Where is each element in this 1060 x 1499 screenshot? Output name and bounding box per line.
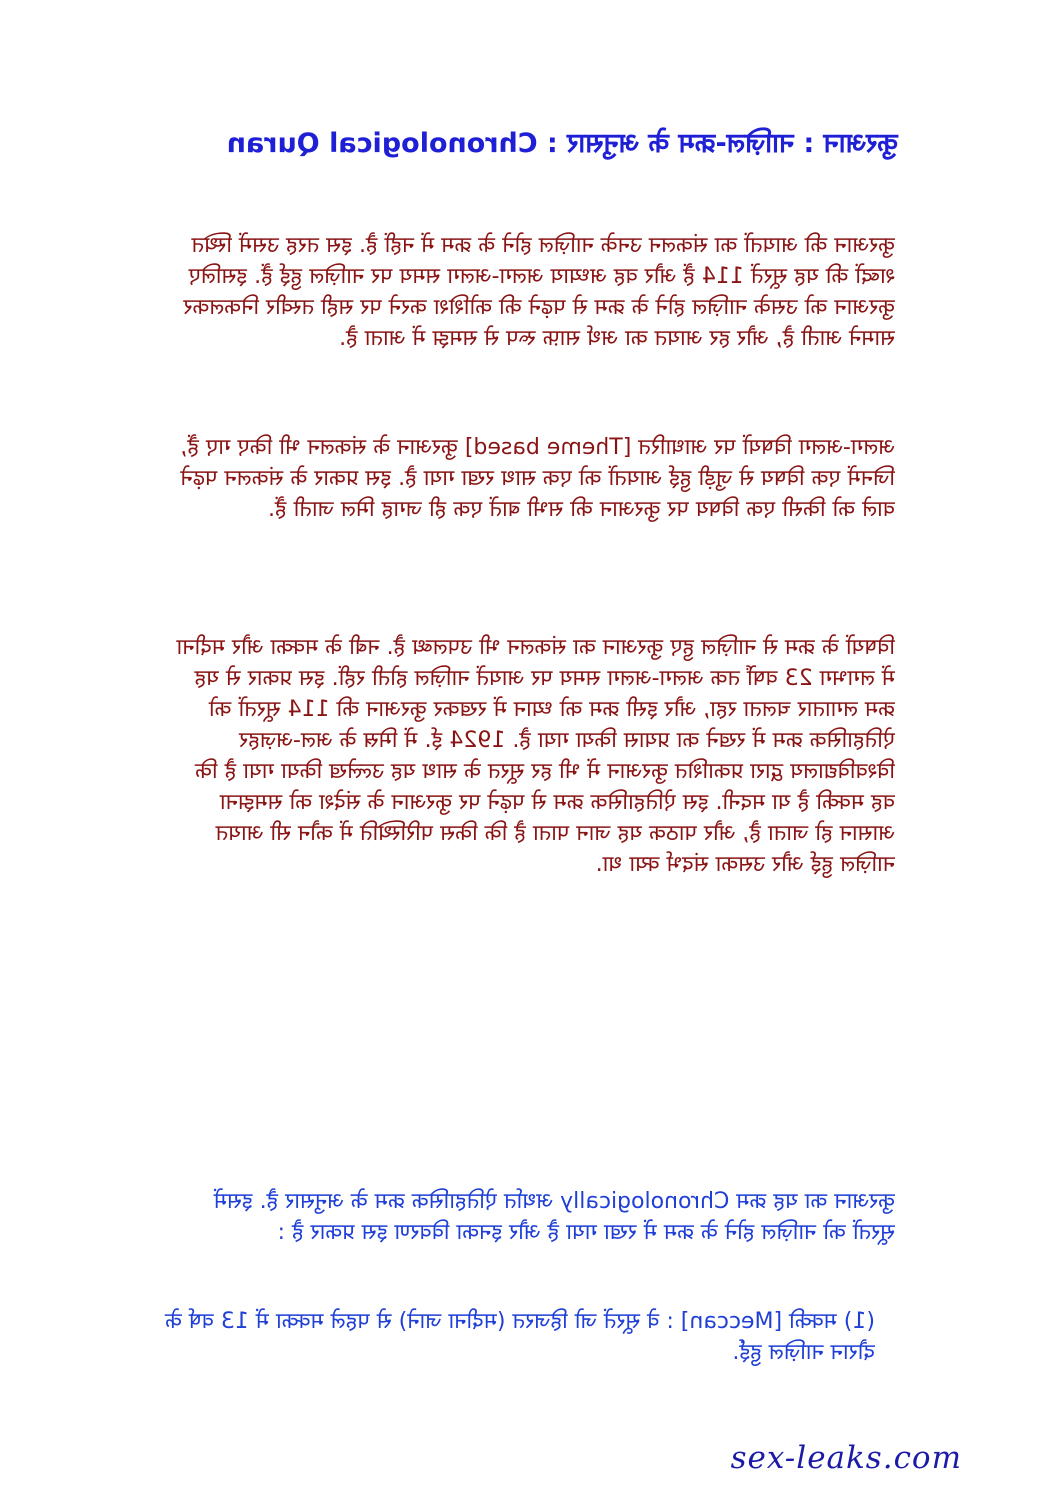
paragraph-history: विषयों के क्रम से नाज़िल हुए कुरआन का संकलन भी उपलब्ध है. नबी के मक्का और मदीना में लगभग 23 वर्षों तक अलग-अलग समय पर आयतें नाज़िल होती रहीं. इस प्रकार से यह क्रम लगातार चलता रहा, और इसी क्रम को ध्यान में रखकर कुरआन की 114 सूरतों को ऐतिहासिक क्रम में रखने का प्रयास किया गया है. 1924 ई. में मिस्र के अल-अज़हर विश्वविद्यालय द्वारा प्रकाशित कुरआन में भी हर सूरत के साथ यह उल्लेख किया गया है कि वह मक्की है या मदनी. इस ऐतिहासिक क्रम से पढ़ने पर कुरआन के संदेश को समझना आसान हो जाता है, और पाठक यह जान पाता है कि किस परिस्थिति में कौन सी आयत नाज़िल हुई और उसका संदर्भ क्या था.	[176, 635, 895, 877]
paragraph-intro: कुरआन की आयतों का संकलन उनके नाज़िल होने के क्रम में नहीं है. इस तरह उसमें स्थित शब्दों की यह सूरतें 114 हैं और वह अध्याय अलग-अलग समय पर नाज़िल हुई हैं. इसलिए कुरआन को उसके नाज़िल होने के क्रम से पढ़ने की कोशिश करने पर सही तस्वीर निकलकर सामने आती है, और हर आयत का अर्थ साफ़ रूप से समझ में आता है.	[183, 233, 895, 351]
paragraph-meccan: (1) मक्की [Meccan] : वे सूरतें जो हिजरत (मदीना जाने) से पहले मक्का में 13 वर्ष के दौरान नाज़िल हुईं.	[165, 1309, 875, 1365]
watermark-text: sex-leaks.com	[730, 1440, 962, 1476]
paragraph-theme-based: अलग-अलग विषयों पर आधारित [Theme based] कुरआन के संकलन भी किए गए हैं, जिनमें एक विषय से जुड़ी हुई आयतों को एक साथ रखा गया है. इस प्रकार के संकलन पढ़ने वाले को किसी एक विषय पर कुरआन की सभी बातें एक ही जगह मिल जाती हैं.	[180, 435, 895, 522]
page-title: कुरआन : नाज़िल-क्रम के अनुसार : Chronological Quran	[226, 128, 898, 159]
paragraph-chronological: कुरआन का यह क्रम Chronologically अर्थात ऐतिहासिक क्रम के अनुसार है. इसमें सूरतों को नाज़िल होने के क्रम में रखा गया है और इनका विवरण इस प्रकार है :	[213, 1189, 895, 1245]
